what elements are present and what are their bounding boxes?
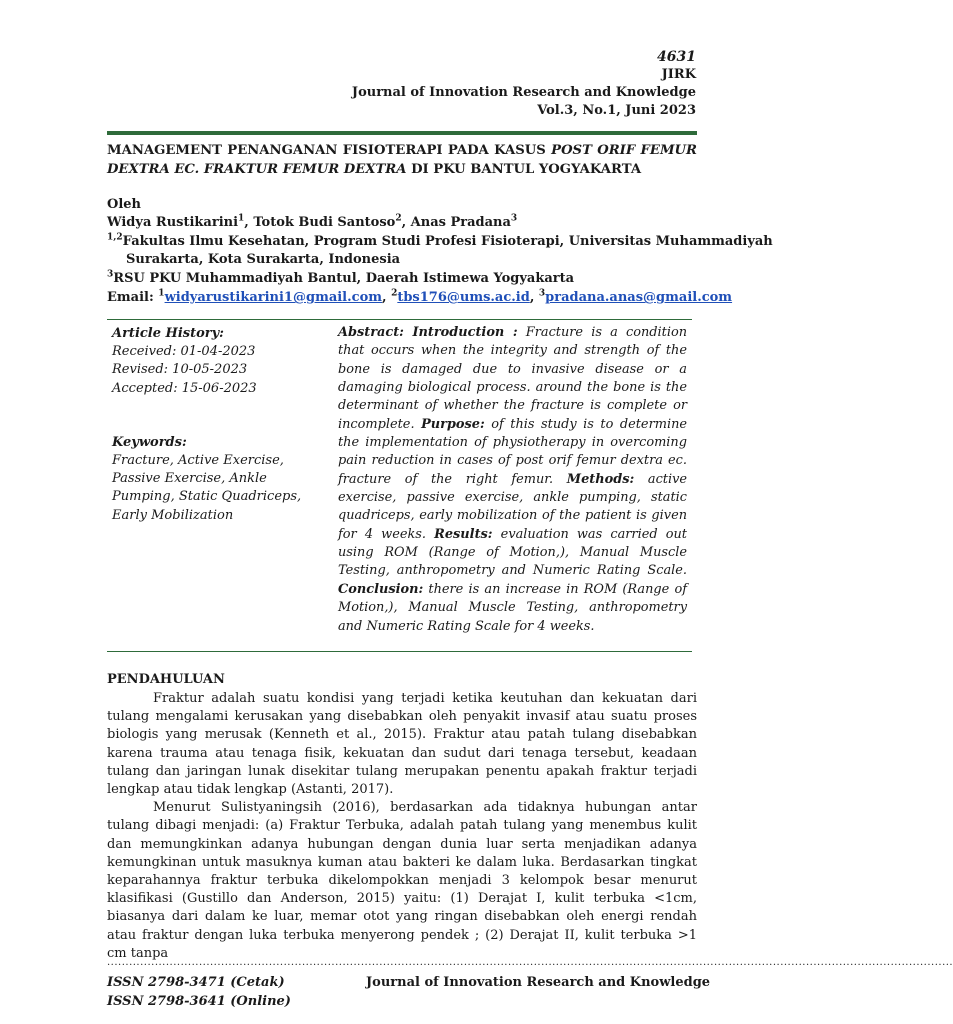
page-number: 4631 xyxy=(657,49,696,65)
keywords-line-1: Fracture, Active Exercise, xyxy=(112,453,284,469)
section-heading: PENDAHULUAN xyxy=(107,672,225,687)
footer-journal-name: Journal of Innovation Research and Knowledge xyxy=(366,975,711,990)
accepted-date: Accepted: 15-06-2023 xyxy=(112,380,257,396)
received-date: Received: 01-04-2023 xyxy=(112,344,256,360)
title-text-italic: POST ORIF FEMUR DEXTRA EC. FRAKTUR FEMUR DEXTRA xyxy=(107,143,698,177)
abstract-bottom-rule xyxy=(107,651,692,652)
keywords-line-3: Pumping, Static Quadriceps, xyxy=(112,489,302,505)
article-history-heading: Article History: xyxy=(112,326,224,341)
footer-dotted-rule: ...................................................................................................................................................................................................................................... xyxy=(107,957,953,968)
article-title xyxy=(107,141,697,179)
revised-date: Revised: 10-05-2023 xyxy=(112,362,248,378)
email-label: Email: xyxy=(107,290,159,305)
author-2-sup: 2 xyxy=(395,213,402,224)
paragraph-1: Fraktur adalah suatu kondisi yang terjadi ketika keutuhan dan kekuatan dari tulang mengalami kerusakan yang disebabkan oleh penyakit invasif atau suatu proses biologis yang merusak (Kenneth et al., 2015). Fraktur atau patah tulang disebabkan karena trauma atau tenaga fisik, kekuatan dan sudut dari tenaga tersebut, keadaan tulang dan jaringan lunak disekitar tulang merupakan penentu apakah fraktur terjadi lengkap atau tidak lengkap (Astanti, 2017). xyxy=(107,691,697,798)
email-1-sup: 1 xyxy=(158,288,165,299)
affiliation-1-sup: 1,2 xyxy=(107,232,123,243)
affiliation-1 xyxy=(107,232,773,251)
abstract-intro: Fracture is a condition that occurs when the integrity and strength of the bone is damaged due to invasive disease or a damaging biological process. around the bone is the determinant of whether the fracture is complete or incomplete. xyxy=(338,325,688,432)
author-3-sup: 3 xyxy=(510,213,518,224)
header-divider xyxy=(107,131,697,135)
abstract-results: evaluation was carried out using ROM (Range of Motion,), Manual Muscle Testing, anthropometry and Numeric Rating Scale. xyxy=(338,526,687,579)
title-text-1: MANAGEMENT PENANGANAN FISIOTERAPI PADA KASUS xyxy=(107,143,552,158)
abstract-purpose: of this study is to determine the implementation of physiotherapy in overcoming pain reduction in cases of post orif femur dextra ec. fracture of the right femur. xyxy=(338,416,688,487)
abstract xyxy=(338,324,687,636)
abstract-conclusion-label: Conclusion: xyxy=(338,581,424,597)
title-text-3: DI PKU BANTUL YOGYAKARTA xyxy=(406,162,642,177)
issn-print: ISSN 2798-3471 (Cetak) xyxy=(107,975,285,990)
journal-volume: Vol.3, No.1, Juni 2023 xyxy=(537,103,696,118)
article-history xyxy=(112,325,312,525)
email-2-sup: 2 xyxy=(391,288,398,299)
affiliation-1-line-1: Fakultas Ilmu Kesehatan, Program Studi Profesi Fisioterapi, Universitas Muhammadiyah xyxy=(122,234,773,249)
author-list xyxy=(107,213,737,232)
journal-abbreviation: JIRK xyxy=(661,67,696,82)
keywords-line-4: Early Mobilization xyxy=(112,507,234,523)
abstract-results-label: Results: xyxy=(434,526,493,542)
paragraph-2: Menurut Sulistyaningsih (2016), berdasarkan ada tidaknya hubungan antar tulang dibagi menjadi: (a) Fraktur Terbuka, adalah patah tulang yang menembus kulit dan memungkinkan adanya hubungan dengan dunia luar serta menjadikan adanya kemungkinan untuk masuknya kuman atau bakteri ke dalam luka. Berdasarkan tingkat keparahannya fraktur terbuka dikelompokkan menjadi 3 kelompok besar menurut klasifikasi (Gustillo dan Anderson, 2015) yaitu: (1) Derajat I, kulit terbuka <1cm, biasanya dari dalam ke luar, memar otot yang ringan disebabkan oleh energi rendah atau fraktur dengan luka terbuka menyerong pendek ; (2) Derajat II, kulit terbuka >1 cm tanpa xyxy=(107,800,697,961)
body-text xyxy=(107,690,697,963)
abstract-conclusion: there is an increase in ROM (Range of Motion,), Manual Muscle Testing, anthropometry and Numeric Rating Scale for 4 weeks. xyxy=(338,581,687,634)
journal-name: Journal of Innovation Research and Knowledge xyxy=(351,85,696,100)
abstract-methods-label: Methods: xyxy=(566,471,635,487)
author-1-sup: 1 xyxy=(238,213,245,224)
keywords-line-2: Passive Exercise, Ankle xyxy=(112,471,267,487)
author-1: Widya Rustikarini xyxy=(107,215,239,230)
author-2: , Totok Budi Santoso xyxy=(244,215,396,230)
email-3-sup: 3 xyxy=(538,288,546,299)
email-line xyxy=(107,288,737,307)
email-separator: , xyxy=(382,290,392,305)
email-link-1[interactable]: widyarustikarini1@gmail.com xyxy=(164,290,382,305)
abstract-purpose-label: Purpose: xyxy=(421,416,485,432)
keywords-heading: Keywords: xyxy=(112,434,187,450)
email-separator: , xyxy=(529,290,539,305)
author-3: , Anas Pradana xyxy=(401,215,511,230)
email-link-2[interactable]: tbs176@ums.ac.id xyxy=(397,290,530,305)
affiliation-1-cont xyxy=(107,250,737,269)
abstract-intro-label: Abstract: Introduction : xyxy=(338,325,518,340)
issn-online: ISSN 2798-3641 (Online) xyxy=(107,993,291,1009)
abstract-methods: active exercise, passive exercise, ankle pumping, static quadriceps, early mobilization of the patient is given for 4 weeks. xyxy=(338,471,688,542)
affiliation-2-sup: 3 xyxy=(107,269,114,280)
footer-issn xyxy=(107,974,291,1011)
byline-label: Oleh xyxy=(107,197,141,212)
abstract-top-rule xyxy=(107,319,692,320)
page-header xyxy=(352,48,696,120)
affiliation-2-text: RSU PKU Muhammadiyah Bantul, Daerah Istimewa Yogyakarta xyxy=(113,271,575,286)
affiliation-2 xyxy=(107,269,737,288)
email-link-3[interactable]: pradana.anas@gmail.com xyxy=(545,290,733,305)
affiliation-1-line-2: Surakarta, Kota Surakarta, Indonesia xyxy=(126,252,401,267)
